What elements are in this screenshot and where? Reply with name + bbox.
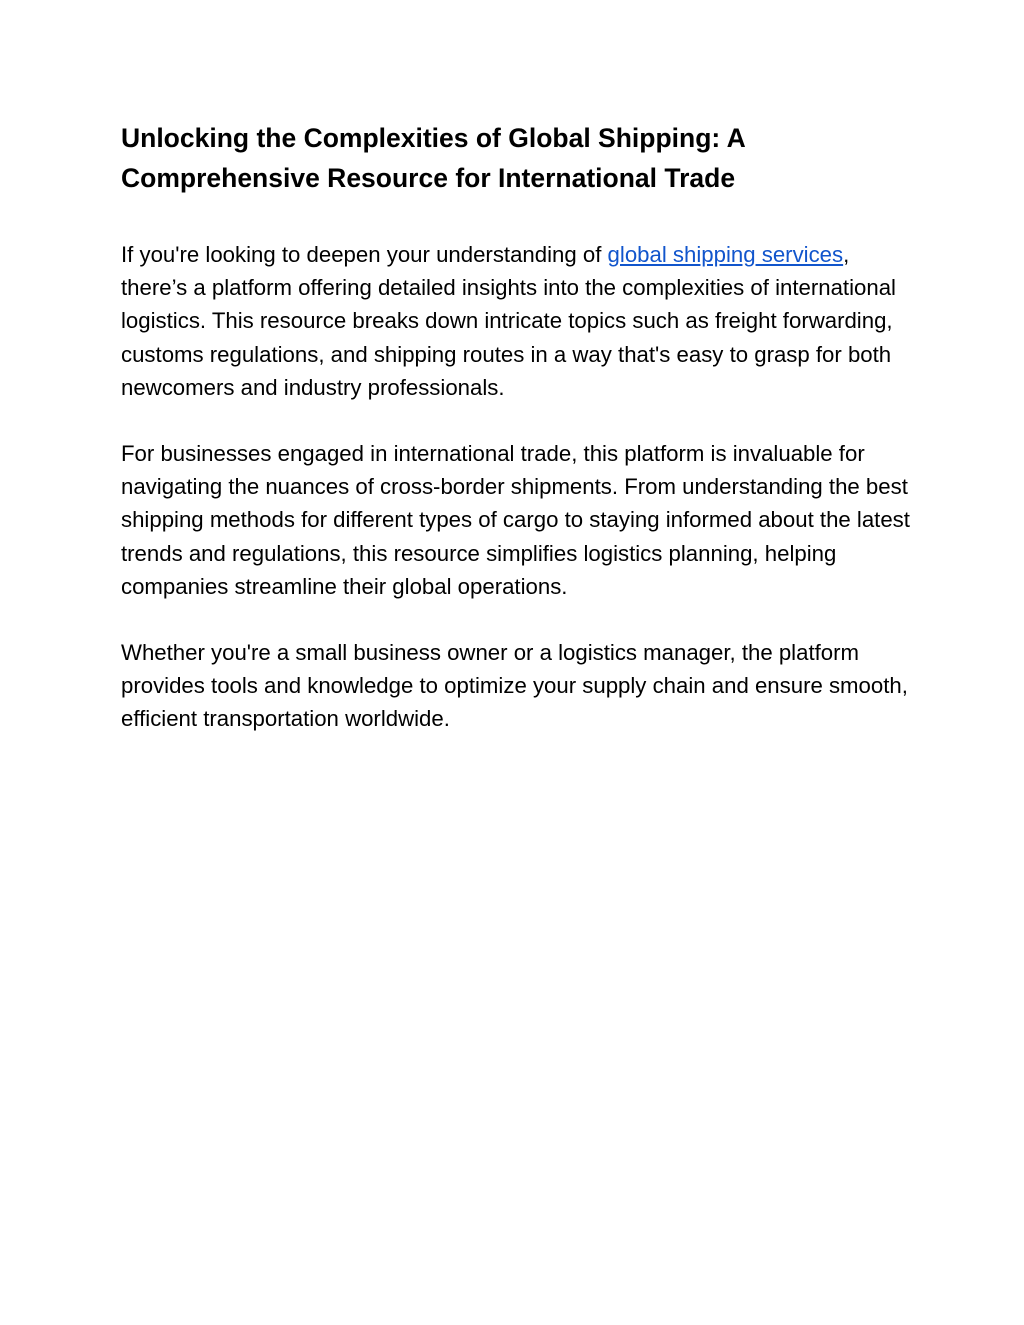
document-title: Unlocking the Complexities of Global Shipping: A Comprehensive Resource for International Trade — [121, 123, 745, 193]
paragraph-intro-after-link: , there’s a platform offering detailed insights into the complexities of international logistics. This resource breaks down intricate topics such as freight forwarding, customs regulations, and shipping routes in a way that's easy to grasp for both newcomers and industry professionals. — [121, 242, 896, 400]
paragraph-intro-before-link: If you're looking to deepen your understanding of — [121, 242, 608, 267]
paragraph-businesses: For businesses engaged in international trade, this platform is invaluable for navigating the nuances of cross-border shipments. From understanding the best shipping methods for different types of cargo to staying informed about the latest trends and regulations, this resource simplifies logistics planning, helping companies streamline their global operations. — [121, 441, 910, 599]
paragraph-intro — [121, 238, 911, 404]
global-shipping-services-link[interactable]: global shipping services — [607, 242, 844, 267]
document-page — [121, 118, 911, 769]
paragraph-closing: Whether you're a small business owner or a logistics manager, the platform provides tools and knowledge to optimize your supply chain and ensure smooth, efficient transportation worldwide. — [121, 640, 908, 732]
